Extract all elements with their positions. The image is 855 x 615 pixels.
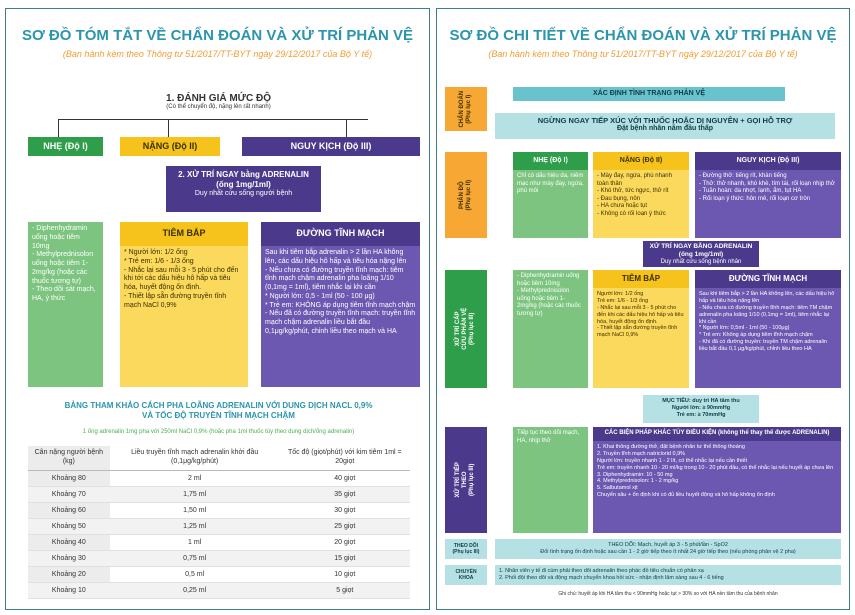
stop-contact-text: NGỪNG NGAY TIẾP XÚC VỚI THUỐC HOẶC DỊ NGUYÊN + GỌI HỖ TRỢ xyxy=(537,116,793,125)
table-cell: Khoảng 80 xyxy=(28,470,110,486)
detail-title: SƠ ĐỒ CHI TIẾT VỀ CHẨN ĐOÁN VÀ XỬ TRÍ PHẢN VỆ xyxy=(449,27,837,44)
table-cell: 0,5 ml xyxy=(110,566,280,582)
detail-critical-signs: - Đường thở: tiếng rít, khàn tiếng - Thở: thở nhanh, khò khè, tím tái, rối loạn nhịp thở - Tuần hoàn: da nhợt, lạnh, ẩm, tụt HA - Rối loạn ý thức: hôn mê, rối loạn cơ tròn xyxy=(695,170,841,238)
detail-subtitle: (Ban hành kèm theo Thông tư 51/2017/TT-BYT ngày 29/12/2017 của Bộ Y tế) xyxy=(488,49,798,59)
detail-level-mild: NHẸ (Độ I) xyxy=(513,152,588,170)
mild-treatment: - Diphenhydramin uống hoặc tiêm 10mg - Methylprednisolon uống hoặc tiêm 1-2mg/kg (hoặc các thuốc tương tự) - Theo dõi sát mạch, HA, ý thức xyxy=(28,222,103,387)
table-header-row xyxy=(28,446,410,470)
table-cell: Khoảng 10 xyxy=(28,582,110,598)
detail-panel xyxy=(436,8,850,610)
table-cell: 1 ml xyxy=(110,534,280,550)
dilution-table xyxy=(28,446,410,599)
side-transfer: CHUYỂN KHOA xyxy=(445,565,487,585)
detail-severe-signs: - Mày đay, ngứa, phù nhanh toàn thân - Khó thở, tức ngực, thở rít - Đau bụng, nôn - HA chưa hoặc tụt - Không có rối loạn ý thức xyxy=(593,170,689,238)
table-cell: 15 giọt xyxy=(280,550,410,566)
table-row xyxy=(28,534,410,550)
stop-contact-box xyxy=(495,113,835,139)
step2-note: Duy nhất cứu sống người bệnh xyxy=(194,190,293,197)
intramuscular-title: TIÊM BẮP xyxy=(120,222,248,246)
table-cell: Khoảng 50 xyxy=(28,518,110,534)
detail-adrenalin-box xyxy=(643,241,759,267)
detail-adrenalin-sub: Duy nhất cứu sống bệnh nhân xyxy=(660,259,742,266)
table-cell: 1,25 ml xyxy=(110,518,280,534)
table-cell: 10 giọt xyxy=(280,566,410,582)
table-row xyxy=(28,486,410,502)
step2-box xyxy=(166,166,321,212)
detail-iv-title: ĐƯỜNG TĨNH MẠCH xyxy=(695,270,841,288)
summary-panel xyxy=(5,8,430,610)
step2-title: 2. XỬ TRÍ NGAY bằng ADRENALIN xyxy=(178,170,309,179)
table-cell: 1,50 ml xyxy=(110,502,280,518)
level-severe: NẶNG (Độ II) xyxy=(120,137,220,156)
detail-level-severe: NẶNG (Độ II) xyxy=(593,152,689,170)
intravenous-title: ĐƯỜNG TĨNH MẠCH xyxy=(261,222,420,246)
step1-title: 1. ĐÁNH GIÁ MỨC ĐỘ xyxy=(166,93,271,104)
table-cell: 25 giọt xyxy=(280,518,410,534)
intramuscular-text: * Người lớn: 1/2 ống * Trẻ em: 1/6 - 1/3 ống - Nhắc lại sau mỗi 3 - 5 phút cho đến khi tới các dấu hiệu hô hấp và tiêu hóa, huyết động ổn định. - Thiết lập sẵn đường truyền tĩnh mạch NaCl 0,9% xyxy=(120,246,248,387)
identify-box: XÁC ĐỊNH TÌNH TRẠNG PHẢN VỆ xyxy=(513,87,785,101)
side-monitor: THEO DÕI (Phụ lục III) xyxy=(445,539,487,559)
step1-subtitle: (Có thể chuyển độ, nặng lên rất nhanh) xyxy=(166,104,271,110)
detail-adrenalin-title: XỬ TRÍ NGAY BẰNG ADRENALIN (ống 1mg/1ml) xyxy=(649,243,753,259)
detail-im-title: TIÊM BẮP xyxy=(593,270,689,288)
side-followup: XỬ TRÍ TIẾP THEO (Phụ lục III) xyxy=(445,427,487,533)
step2-dose: (ống 1mg/1ml) xyxy=(216,180,271,189)
other-measures-text: 1. Khai thông đường thở, đặt bệnh nhân tư thế thông thoáng 2. Truyền tĩnh mạch natriclorid 0,9% Người lớn: truyền nhanh 1 - 2 lít, có thể nhắc lại nếu cần thiết Trẻ em: truyền nhanh 10 - 20 ml/kg trong 10 - 20 phút đầu, có thể nhắc lại nếu huyết áp chưa lên 3. Diphenhydramin: 10 - 50 mg 4. Methylprednisolon: 1 - 2 mg/kg 5. Salbutamol xịt Chuyển sâu + ổn định khi có đủ liều huyết động và hô hấp không ổn định xyxy=(593,441,841,533)
table-row xyxy=(28,582,410,598)
table-cell: Khoảng 40 xyxy=(28,534,110,550)
detail-mild-treatment: - Diphenhydramin uống hoặc tiêm 10mg - Methylprednisolon uống hoặc tiêm 1-2mg/kg (hoặc các thuốc tương tự) xyxy=(513,270,588,388)
table-row xyxy=(28,566,410,582)
lay-patient-text: Đặt bệnh nhân nằm đầu thấp xyxy=(616,125,714,133)
side-emergency: XỬ TRÍ CẤP CỨU PHẢN VỆ (Phụ lục III) xyxy=(445,270,487,388)
table-title: BẢNG THAM KHẢO CÁCH PHA LOÃNG ADRENALIN VỚI DUNG DỊCH NACL 0,9% VÀ TỐC ĐỘ TRUYỀN TĨNH MẠCH CHẬM xyxy=(64,401,373,421)
intravenous-text: Sau khi tiêm bắp adrenalin > 2 lần HA không lên, các dấu hiệu hô hấp và tiêu hóa nặng lên - Nếu chưa có đường truyền tĩnh mạch: tiêm tĩnh mạch chậm adrenalin pha loãng 1/10 (0,1mg = 1ml), tiêm nhắc lại khi cần * Người lớn: 0,5 - 1ml (50 - 100 μg) * Trẻ em: KHÔNG áp dụng tiêm tĩnh mạch chậm - Nếu đã có đường truyền tĩnh mạch: truyền tĩnh mạch chậm adrenalin liều bắt đầu 0,1μg/kg/phút, chỉnh liều theo mạch và HA xyxy=(261,246,420,387)
table-cell: 5 giọt xyxy=(280,582,410,598)
transfer-box: 1. Nhân viên y tế đi cùm phải theo dõi adrenalin theo phác đồ tiêu chuẩn có phản xạ 2. Phối đội theo dõi và động mạch chuyển khoa hồi sức - nhận định lâm sàng sau 4 - 6 tiếng xyxy=(495,565,841,585)
table-cell: 20 giọt xyxy=(280,534,410,550)
target-bp-box: MỤC TIÊU: duy trì HA tâm thu Người lớn: ≥ 90mmHg Trẻ em: ≥ 70mmHg xyxy=(643,395,759,423)
summary-title: SƠ ĐỒ TÓM TẮT VỀ CHẨN ĐOÁN VÀ XỬ TRÍ PHẢN VỆ xyxy=(21,27,414,44)
table-cell: 30 giọt xyxy=(280,502,410,518)
table-body xyxy=(28,470,410,598)
other-measures-title: CÁC BIỆN PHÁP KHÁC TÙY ĐIỀU KIỆN (không thể thay thế được ADRENALIN) xyxy=(593,427,841,441)
detail-mild-signs: Chỉ có dấu hiệu da, niêm mạc như mày đay, ngứa, phù môi xyxy=(513,170,588,238)
side-diagnosis: CHẨN ĐOÁN (Phụ lục I) xyxy=(445,87,487,131)
level-critical: NGUY KỊCH (Độ III) xyxy=(242,137,420,156)
table-row xyxy=(28,502,410,518)
table-cell: 1,75 ml xyxy=(110,486,280,502)
table-cell: 40 giọt xyxy=(280,470,410,486)
table-row xyxy=(28,550,410,566)
level-mild: NHẸ (Độ I) xyxy=(28,137,103,156)
detail-mild-followup: Tiếp tục theo dõi mạch, HA, nhịp thở xyxy=(513,427,588,533)
table-cell: Khoảng 60 xyxy=(28,502,110,518)
footer-note: Ghi chú: huyết áp khi HA tâm thu < 90mmHg hoặc tụt > 30% so với HA nền tâm thu của bệnh nhân xyxy=(558,591,778,597)
table-row xyxy=(28,470,410,486)
summary-subtitle: (Ban hành kèm theo Thông tư 51/2017/TT-BYT ngày 29/12/2017 của Bộ Y tế) xyxy=(62,49,373,59)
detail-im-text: Người lớn: 1/2 ống Trẻ em: 1/6 - 1/3 ống - Nhắc lại sau mỗi 3 - 5 phút cho đến khi các dấu hiệu hô hấp và tiêu hóa, huyết động ổn định. - Thiết lập sẵn đường truyền tĩnh mạch NaCl 0,9% xyxy=(593,288,689,388)
detail-level-critical: NGUY KỊCH (Độ III) xyxy=(695,152,841,170)
table-header-cell: Tốc độ (giọt/phút) với kim tiêm 1ml = 20giọt xyxy=(280,446,410,470)
table-cell: 0,75 ml xyxy=(110,550,280,566)
detail-iv-text: Sau khi tiêm bắp > 2 lần HA không lên, các dấu hiệu hô hấp và tiêu hóa nặng lên - Nếu chưa có đường truyền tĩnh mạch: tiêm TM chậm adrenalin pha loãng 1/10 (0,1mg = 1ml), tiêm nhắc lại khi cần * Người lớn: 0,5ml - 1ml (50 - 100μg) * Trẻ em: Không áp dụng tiêm tĩnh mạch chậm - Khi đã có đường truyền: truyền TM chậm adrenalin liều bắt đầu 0,1 μg/kg/phút, chỉnh liều theo HA xyxy=(695,288,841,388)
table-cell: Khoảng 30 xyxy=(28,550,110,566)
table-row xyxy=(28,518,410,534)
table-cell: Khoảng 70 xyxy=(28,486,110,502)
side-grading: PHÂN ĐỘ (Phụ lục II) xyxy=(445,152,487,238)
table-cell: Khoảng 20 xyxy=(28,566,110,582)
step1-header xyxy=(126,93,311,110)
table-cell: 0,25 ml xyxy=(110,582,280,598)
table-cell: 2 ml xyxy=(110,470,280,486)
table-header-cell: Liều truyền tĩnh mạch adrenalin khởi đầu (0,1μg/kg/phút) xyxy=(110,446,280,470)
table-note: 1 ống adrenalin 1mg pha với 250ml NaCl 0,9% (hoặc pha 1ml thuốc tùy theo dung dịch/ống adrenalin) xyxy=(82,429,355,435)
monitor-box: THEO DÕI: Mạch, huyết áp 3 - 5 phút/lần - SpO2 Đối tình trạng ổn định hoặc sau cần 1 - 2 giờ tiếp theo ít nhất 24 giờ tiếp theo (nếu phòng phản vệ 2 pha) xyxy=(495,539,841,559)
table-cell: 35 giọt xyxy=(280,486,410,502)
table-header-cell: Cân nặng người bệnh (kg) xyxy=(28,446,110,470)
